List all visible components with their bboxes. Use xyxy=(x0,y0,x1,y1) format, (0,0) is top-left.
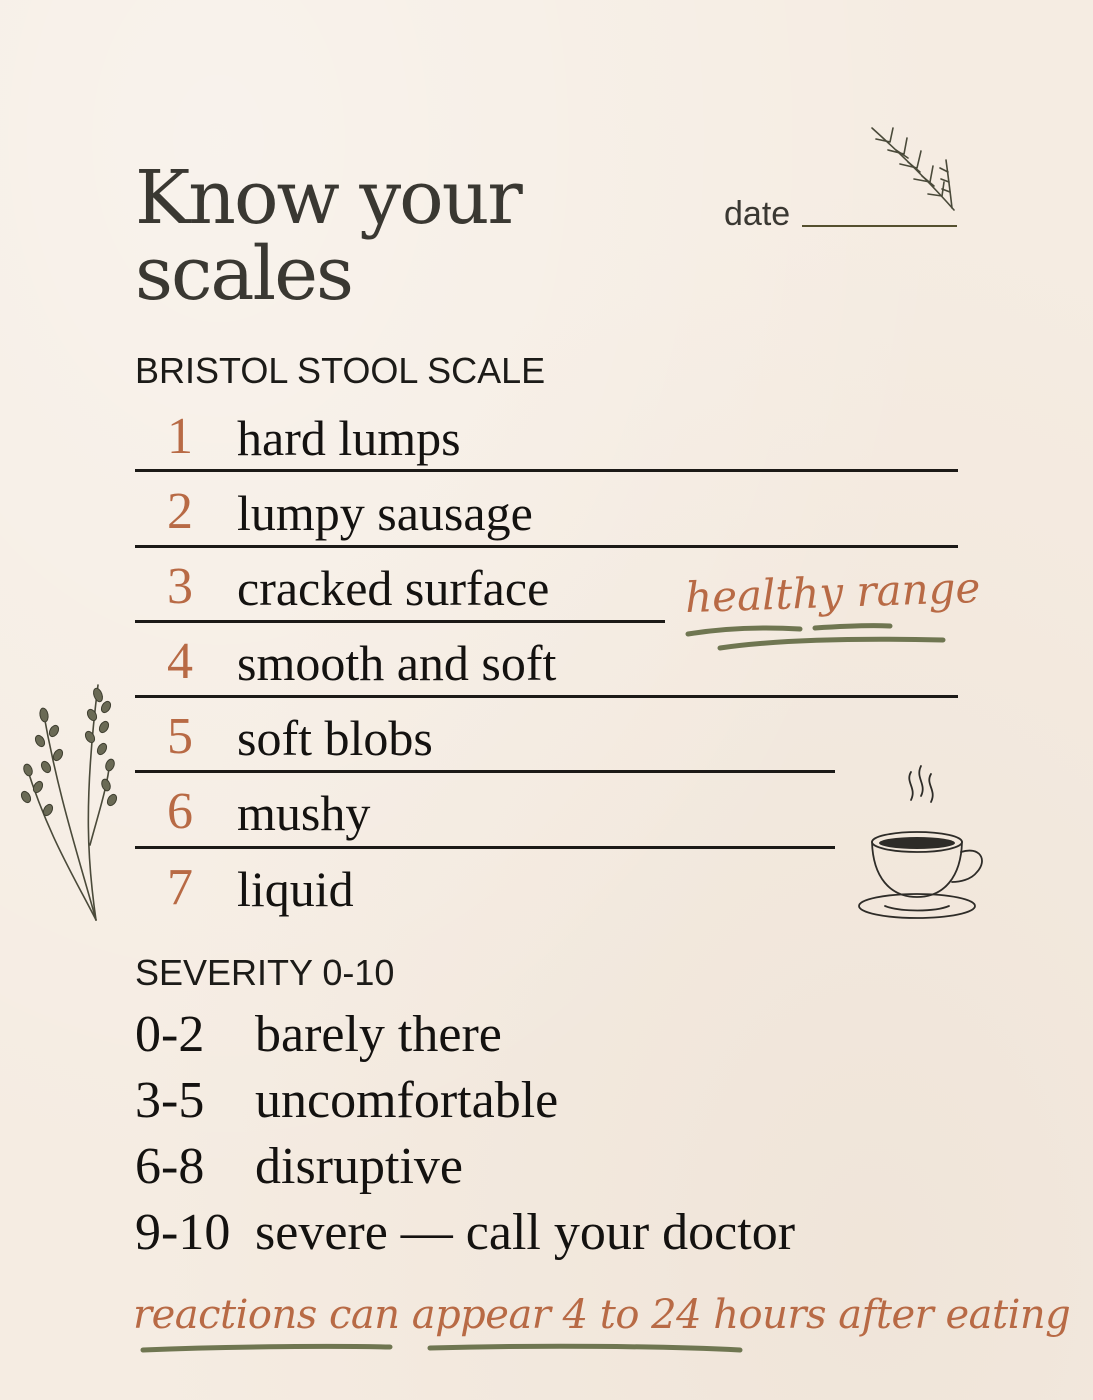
scale-number: 5 xyxy=(167,708,193,765)
footer-underline xyxy=(140,1338,750,1358)
severity-label: uncomfortable xyxy=(255,1072,559,1129)
row-divider xyxy=(135,695,958,698)
severity-label: severe — call your doctor xyxy=(255,1204,796,1261)
row-divider xyxy=(135,770,835,773)
scale-number: 1 xyxy=(167,408,193,465)
row-divider xyxy=(135,545,958,548)
row-divider xyxy=(135,846,835,849)
scale-number: 3 xyxy=(167,558,193,615)
scale-number: 4 xyxy=(167,633,193,690)
page-title xyxy=(135,155,521,317)
scale-number: 7 xyxy=(167,859,193,916)
lavender-sprig-icon xyxy=(18,675,118,925)
title-line-1: Know your xyxy=(135,155,521,241)
scale-label: cracked surface xyxy=(237,560,550,616)
scale-label: mushy xyxy=(237,785,371,841)
footer-note: reactions can appear 4 to 24 hours after eating xyxy=(133,1292,1071,1338)
severity-range: 3-5 xyxy=(135,1072,205,1129)
severity-label: disruptive xyxy=(255,1138,463,1195)
date-label: date xyxy=(724,195,791,233)
scale-label: liquid xyxy=(237,861,354,917)
date-field[interactable] xyxy=(802,225,957,227)
severity-heading: SEVERITY 0-10 xyxy=(135,952,395,993)
severity-range: 9-10 xyxy=(135,1204,231,1261)
coffee-cup-icon xyxy=(855,762,990,927)
scale-label: smooth and soft xyxy=(237,635,557,691)
healthy-range-note: healthy range xyxy=(684,562,982,623)
scale-label: soft blobs xyxy=(237,710,433,766)
severity-range: 6-8 xyxy=(135,1138,205,1195)
scale-label: hard lumps xyxy=(237,410,461,466)
title-line-2: scales xyxy=(135,231,352,317)
scale-label: lumpy sausage xyxy=(237,485,533,541)
bristol-heading: BRISTOL STOOL SCALE xyxy=(135,350,546,391)
severity-label: barely there xyxy=(255,1006,502,1063)
scale-number: 6 xyxy=(167,783,193,840)
row-divider xyxy=(135,469,958,472)
scale-number: 2 xyxy=(167,483,193,540)
rosemary-sprig-icon xyxy=(862,120,962,215)
healthy-range-underline xyxy=(685,620,950,655)
row-divider xyxy=(135,620,665,623)
severity-range: 0-2 xyxy=(135,1006,205,1063)
